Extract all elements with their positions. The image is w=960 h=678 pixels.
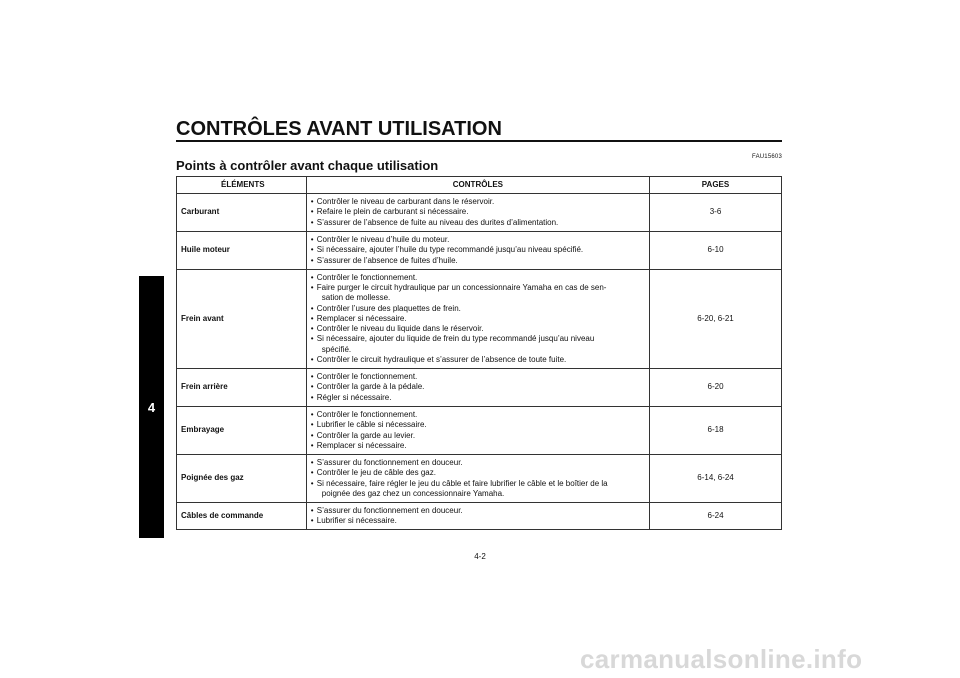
row-item: Poignée des gaz — [177, 455, 307, 503]
row-controls — [306, 407, 649, 455]
check-item: • Remplacer si nécessaire. — [311, 441, 645, 451]
check-item-line: Si nécessaire, faire régler le jeu du câble et faire lubrifier le câble et le boîtier de la — [316, 478, 608, 488]
check-list — [311, 235, 645, 266]
check-item-line: Si nécessaire, ajouter du liquide de frein du type recommandé jusqu’au niveau — [316, 334, 595, 344]
row-pages: 3-6 — [650, 194, 782, 232]
section-title: Points à contrôler avant chaque utilisation — [176, 158, 439, 173]
row-controls — [306, 503, 649, 530]
check-list — [311, 372, 645, 403]
row-item: Huile moteur — [177, 232, 307, 270]
watermark: carmanualsonline.info — [580, 644, 863, 674]
check-item: • Régler si nécessaire. — [311, 393, 645, 403]
table-row — [177, 369, 782, 407]
row-pages: 6-18 — [650, 407, 782, 455]
row-pages: 6-24 — [650, 503, 782, 530]
row-controls — [306, 270, 649, 369]
row-item: Frein arrière — [177, 369, 307, 407]
check-item: • Contrôler le niveau d’huile du moteur. — [311, 235, 645, 245]
check-list — [311, 506, 645, 526]
row-pages: 6-20 — [650, 369, 782, 407]
reference-code: FAU15603 — [752, 154, 782, 160]
check-item — [311, 334, 645, 354]
check-item: • S’assurer du fonctionnement en douceur. — [311, 458, 645, 468]
table-row — [177, 503, 782, 530]
check-item-line: Faire purger le circuit hydraulique par un concessionnaire Yamaha en cas de sen- — [316, 283, 607, 293]
row-pages: 6-14, 6-24 — [650, 455, 782, 503]
check-item: • Lubrifier si nécessaire. — [311, 516, 645, 526]
check-item: • Remplacer si nécessaire. — [311, 314, 645, 324]
check-item: • Contrôler le circuit hydraulique et s’assurer de l’absence de toute fuite. — [311, 355, 645, 365]
page-number: 4-2 — [474, 552, 486, 561]
table-row — [177, 270, 782, 369]
column-header-items: ÉLÉMENTS — [177, 177, 307, 194]
row-controls — [306, 369, 649, 407]
table-row — [177, 232, 782, 270]
row-item: Carburant — [177, 194, 307, 232]
table-row — [177, 455, 782, 503]
check-item: • Contrôler le fonctionnement. — [311, 273, 645, 283]
check-item: • Contrôler l’usure des plaquettes de frein. — [311, 304, 645, 314]
row-pages: 6-10 — [650, 232, 782, 270]
check-item-continuation: spécifié. — [321, 344, 352, 354]
row-controls — [306, 194, 649, 232]
check-item: • Contrôler le fonctionnement. — [311, 372, 645, 382]
row-controls — [306, 232, 649, 270]
column-header-pages: PAGES — [650, 177, 782, 194]
checks-table — [176, 176, 782, 530]
chapter-tab — [139, 276, 164, 538]
check-item: • Contrôler le jeu de câble des gaz. — [311, 468, 645, 478]
check-item: • Contrôler la garde à la pédale. — [311, 382, 645, 392]
row-item: Câbles de commande — [177, 503, 307, 530]
chapter-tab-number: 4 — [147, 399, 156, 415]
check-item — [311, 479, 645, 499]
check-item: • Refaire le plein de carburant si nécessaire. — [311, 207, 645, 217]
check-item-continuation: sation de mollesse. — [321, 293, 391, 303]
check-item: • S’assurer de l’absence de fuites d’huile. — [311, 256, 645, 266]
check-item: • Contrôler le niveau du liquide dans le réservoir. — [311, 324, 645, 334]
check-item: • Contrôler le niveau de carburant dans le réservoir. — [311, 197, 645, 207]
row-controls — [306, 455, 649, 503]
row-item: Embrayage — [177, 407, 307, 455]
table-row — [177, 407, 782, 455]
check-list — [311, 197, 645, 228]
check-item: • Contrôler la garde au levier. — [311, 431, 645, 441]
table-row — [177, 194, 782, 232]
table-header-row — [177, 177, 782, 194]
check-list — [311, 273, 645, 365]
check-item: • Si nécessaire, ajouter l’huile du type recommandé jusqu’au niveau spécifié. — [311, 245, 645, 255]
check-item — [311, 283, 645, 303]
check-list — [311, 458, 645, 499]
title-rule — [176, 140, 782, 142]
check-item: • Lubrifier le câble si nécessaire. — [311, 420, 645, 430]
row-item: Frein avant — [177, 270, 307, 369]
check-item: • S’assurer de l’absence de fuite au niveau des durites d’alimentation. — [311, 218, 645, 228]
column-header-controls: CONTRÔLES — [306, 177, 649, 194]
page-title: CONTRÔLES AVANT UTILISATION — [176, 118, 502, 140]
check-item: • S’assurer du fonctionnement en douceur. — [311, 506, 645, 516]
check-item: • Contrôler le fonctionnement. — [311, 410, 645, 420]
row-pages: 6-20, 6-21 — [650, 270, 782, 369]
check-list — [311, 410, 645, 451]
check-item-continuation: poignée des gaz chez un concessionnaire Yamaha. — [321, 488, 505, 498]
